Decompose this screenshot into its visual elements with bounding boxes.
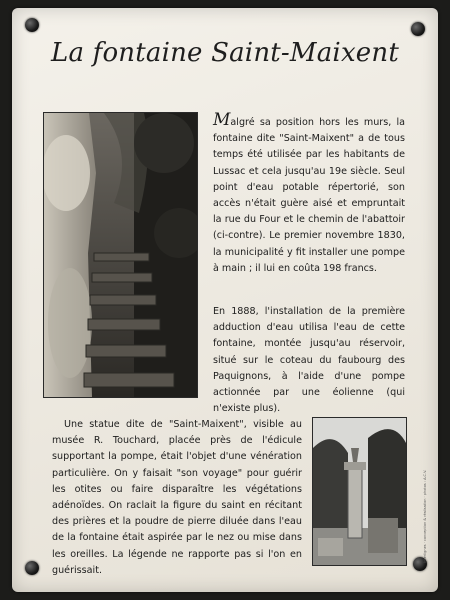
paragraph-history [213, 112, 405, 277]
stone-steps-photo-drawing [44, 113, 197, 397]
information-plaque [12, 8, 438, 592]
credits-text: Interlignes · conception & réalisation · photos : A.C.V. [423, 469, 427, 563]
paragraph-history-text: algré sa position hors les murs, la fontaine dite "Saint-Maixent" a de tous temps été utilisée par les habitants de Lussac et cela jusqu'au 19e siècle. Seul point d'eau potable répertorié, son accès n'était guère aisé et empruntait la rue du Four et le chemin de l'abattoir (ci-contre). Le premier novembre 1830, la municipalité y fit installer une pompe à main ; il lui en coûta 198 francs. [213, 117, 405, 274]
screw-top-left [25, 18, 39, 32]
paragraph-water-supply: En 1888, l'installation de la première adduction d'eau utilisa l'eau de cette fontaine, montée jusqu'au réservoir, situé sur le coteau du faubourg des Paquignons, à l'aide d'une pompe actionnée par une éolienne (qui n'existe plus). [213, 306, 405, 415]
screw-bottom-left [25, 561, 39, 575]
fountain-photo [312, 417, 407, 566]
plaque-title: La fontaine Saint-Maixent [50, 38, 399, 68]
fountain-photo-drawing [313, 418, 406, 565]
stone-steps-photo [43, 112, 198, 398]
paragraph-dropcap: M [213, 110, 231, 130]
screw-top-right [411, 22, 425, 36]
paragraph-statue-legend: Une statue dite de "Saint-Maixent", visible au musée R. Touchard, placée près de l'édicule supportant la pompe, était l'objet d'une vénération particulière. On y faisait "son voyage" pour guérir les otites ou faire disparaître les végétations adénoïdes. On raclait la figure du saint en récitant des prières et la poudre de pierre diluée dans l'eau de la fontaine était aspirée par le nez ou mise dans les oreilles. La légende ne rapporte pas si l'on en guérissait. [52, 419, 302, 576]
